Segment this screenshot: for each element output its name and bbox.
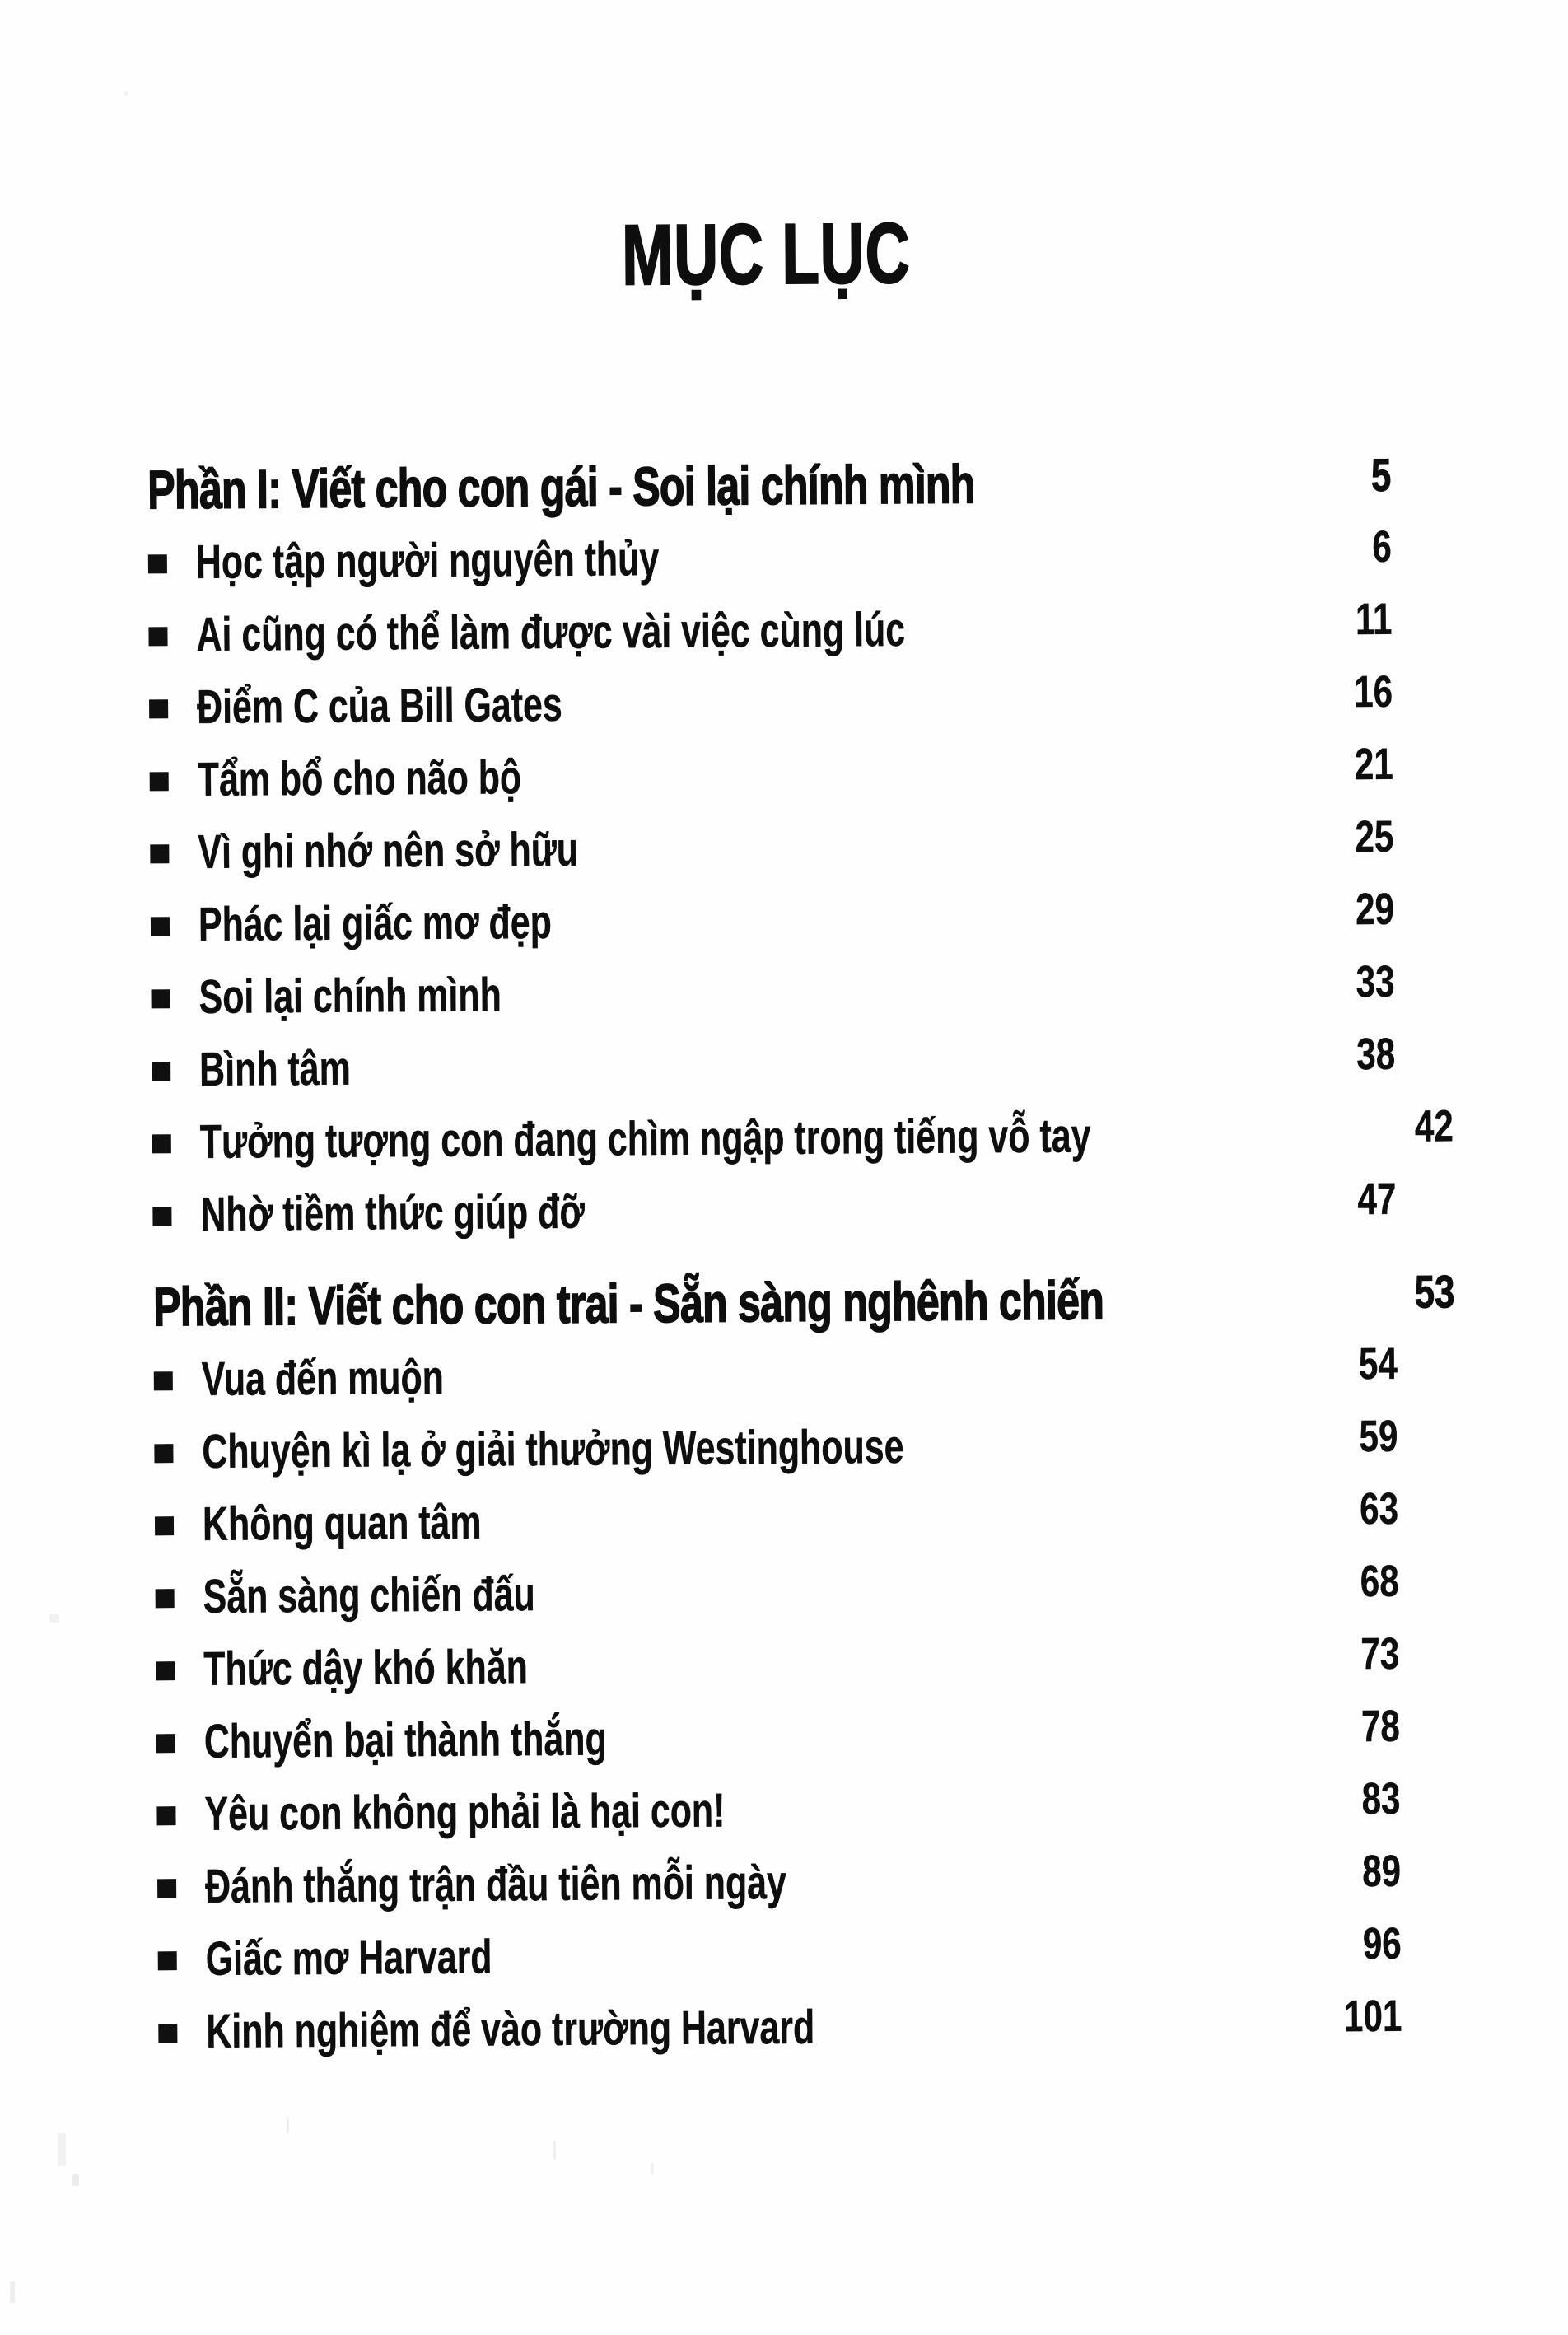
toc-item-label: Tẩm bổ cho não bộ bbox=[197, 750, 522, 806]
toc-item-page: 73 bbox=[1360, 1629, 1400, 1679]
square-bullet-icon bbox=[156, 1806, 175, 1825]
toc-item bbox=[157, 1842, 1402, 1923]
toc-item-page: 68 bbox=[1360, 1557, 1399, 1607]
square-bullet-icon bbox=[156, 1589, 175, 1608]
toc-item-label: Đánh thắng trận đầu tiên mỗi ngày bbox=[204, 1855, 787, 1913]
section-heading-page: 5 bbox=[1370, 448, 1392, 501]
toc-item-page: 96 bbox=[1362, 1919, 1402, 1969]
toc-item-label: Yêu con không phải là hại con! bbox=[204, 1783, 726, 1841]
toc-item bbox=[152, 1025, 1396, 1106]
toc-item bbox=[152, 1097, 1454, 1179]
square-bullet-icon bbox=[152, 1062, 170, 1081]
square-bullet-icon bbox=[149, 699, 168, 718]
toc-item-page: 89 bbox=[1361, 1847, 1402, 1897]
toc-item-page: 21 bbox=[1354, 740, 1393, 790]
square-bullet-icon bbox=[156, 1734, 175, 1753]
square-bullet-icon bbox=[155, 1516, 174, 1535]
toc-item bbox=[152, 1170, 1397, 1251]
toc-item-label: Kinh nghiệm để vào trường Harvard bbox=[206, 2000, 815, 2058]
toc-item bbox=[157, 1914, 1402, 1996]
section-heading-page: 53 bbox=[1414, 1265, 1455, 1318]
square-bullet-icon bbox=[151, 917, 170, 936]
scan-noise-speck bbox=[287, 2118, 289, 2133]
square-bullet-icon bbox=[151, 989, 170, 1008]
square-bullet-icon bbox=[148, 627, 167, 646]
square-bullet-icon bbox=[150, 844, 169, 863]
square-bullet-icon bbox=[158, 2024, 177, 2043]
toc-item-label: Học tập người nguyên thủy bbox=[195, 531, 660, 589]
toc-item bbox=[153, 1334, 1398, 1416]
toc-item bbox=[155, 1479, 1399, 1561]
scan-noise-speck bbox=[651, 2162, 654, 2175]
square-bullet-icon bbox=[154, 1371, 173, 1390]
toc-item-label: Giấc mơ Harvard bbox=[205, 1930, 492, 1986]
toc-item-page: 38 bbox=[1356, 1030, 1396, 1080]
toc-item-label: Sẵn sàng chiến đấu bbox=[203, 1567, 535, 1623]
toc-section-heading bbox=[147, 445, 1392, 526]
toc-item-label: Vì ghi nhớ nên sở hữu bbox=[198, 822, 579, 879]
toc-item bbox=[149, 735, 1393, 816]
toc-item-page: 54 bbox=[1358, 1339, 1398, 1389]
toc-item bbox=[156, 1697, 1401, 1778]
toc-item-label: Soi lại chính mình bbox=[198, 968, 502, 1024]
toc-item-label: Thức dậy khó khăn bbox=[203, 1640, 529, 1696]
square-bullet-icon bbox=[152, 1134, 171, 1153]
scan-noise-speck bbox=[10, 2281, 15, 2303]
toc-item-label: Phác lại giấc mơ đẹp bbox=[198, 894, 553, 951]
toc-item-page: 59 bbox=[1359, 1412, 1398, 1462]
toc-item bbox=[148, 590, 1393, 671]
toc-item-label: Ai cũng có thể làm được vài việc cùng lúc bbox=[196, 602, 906, 661]
toc-item-page: 33 bbox=[1356, 957, 1395, 1007]
toc-item-label: Chuyển bại thành thắng bbox=[203, 1712, 607, 1768]
page-title-text: MỤC LỤC bbox=[621, 205, 911, 304]
toc-item-page: 63 bbox=[1359, 1484, 1399, 1534]
toc-item-page: 78 bbox=[1360, 1702, 1400, 1752]
square-bullet-icon bbox=[156, 1661, 175, 1680]
toc-item-page: 6 bbox=[1372, 522, 1392, 572]
square-bullet-icon bbox=[148, 554, 167, 573]
scan-noise-speck bbox=[72, 2174, 79, 2186]
toc-item bbox=[158, 1987, 1402, 2068]
toc-item bbox=[154, 1407, 1398, 1488]
page-title bbox=[0, 202, 1562, 307]
section-heading-label: Phần II: Viết cho con trai - Sẵn sàng nghênh chiến bbox=[152, 1269, 1104, 1338]
toc-item bbox=[151, 952, 1395, 1034]
toc-item-page: 83 bbox=[1361, 1774, 1401, 1824]
toc-item-page: 101 bbox=[1343, 1992, 1402, 2042]
table-of-contents bbox=[147, 445, 1455, 2067]
square-bullet-icon bbox=[157, 1879, 176, 1898]
scan-noise-speck bbox=[49, 1614, 59, 1623]
toc-item bbox=[151, 880, 1395, 961]
square-bullet-icon bbox=[150, 772, 169, 791]
toc-item-page: 47 bbox=[1357, 1175, 1397, 1225]
toc-item-page: 11 bbox=[1355, 595, 1393, 645]
square-bullet-icon bbox=[158, 1951, 177, 1970]
toc-item bbox=[155, 1552, 1399, 1633]
toc-item-label: Tưởng tượng con đang chìm ngập trong tiếng vỗ tay bbox=[199, 1109, 1091, 1169]
toc-item-label: Điểm C của Bill Gates bbox=[196, 677, 562, 734]
toc-item-page: 16 bbox=[1353, 667, 1393, 717]
toc-item-label: Bình tâm bbox=[198, 1041, 352, 1096]
toc-item bbox=[150, 807, 1394, 889]
toc-item-label: Không quan tâm bbox=[202, 1495, 482, 1551]
toc-item-label: Nhờ tiềm thức giúp đỡ bbox=[200, 1184, 586, 1241]
toc-item bbox=[149, 662, 1393, 744]
scan-noise-speck bbox=[124, 91, 128, 96]
toc-item-page: 25 bbox=[1355, 812, 1394, 862]
toc-section-heading bbox=[152, 1262, 1455, 1343]
scan-noise-speck bbox=[58, 2133, 66, 2166]
toc-item bbox=[156, 1769, 1401, 1851]
toc-item bbox=[148, 517, 1393, 599]
toc-item-label: Chuyện kì lạ ở giải thưởng Westinghouse bbox=[202, 1419, 904, 1478]
toc-item-label: Vua đến muộn bbox=[201, 1350, 445, 1406]
toc-item bbox=[156, 1624, 1400, 1706]
square-bullet-icon bbox=[154, 1444, 173, 1463]
toc-item-page: 42 bbox=[1414, 1101, 1454, 1152]
square-bullet-icon bbox=[152, 1207, 171, 1226]
toc-item-page: 29 bbox=[1355, 885, 1395, 935]
scan-noise-speck bbox=[553, 2141, 556, 2160]
section-heading-label: Phần I: Viết cho con gái - Soi lại chính mình bbox=[147, 453, 975, 521]
